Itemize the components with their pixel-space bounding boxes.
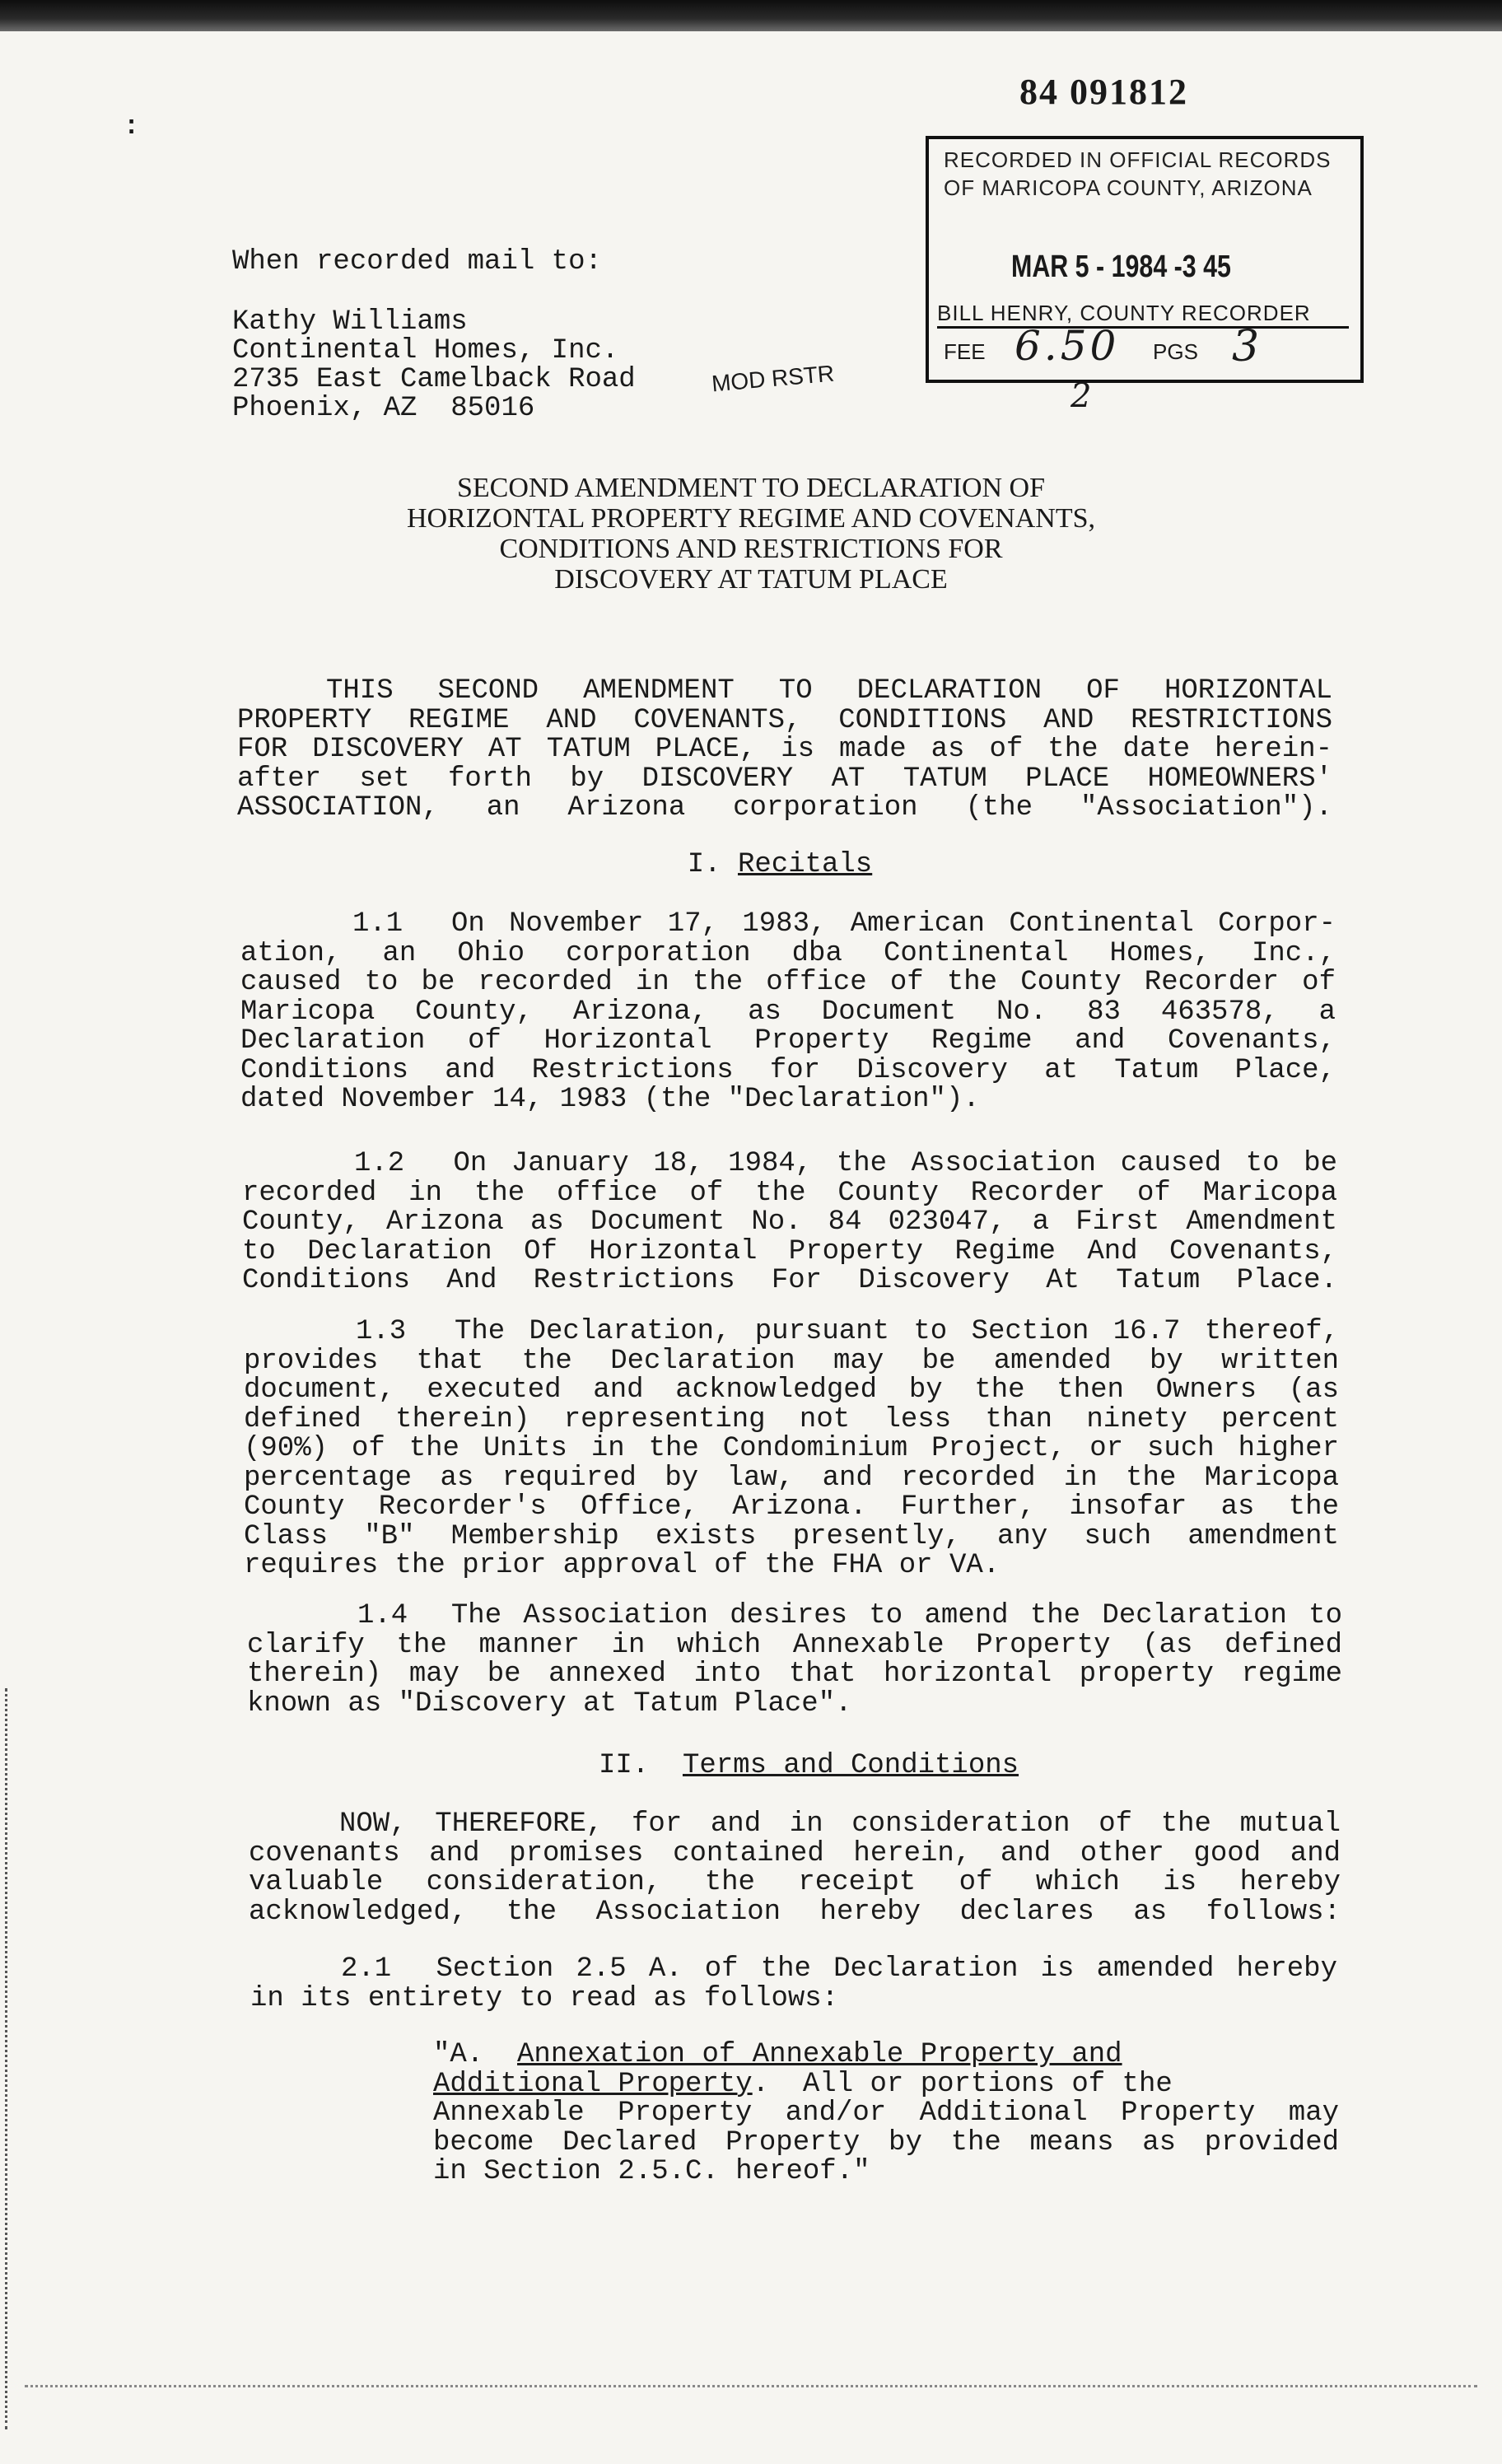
section-2-heading [0,1749,1502,1782]
quote-heading-a: Annexation of Annexable Property and [517,2039,1122,2070]
paragraph-2-1 [250,1955,1337,2014]
p2-1-line: 2.1 Section 2.5 A. of the Declaration is amended hereby [341,1953,1337,1985]
p1-2-line: 1.2 On January 18, 1984, the Association caused to be [354,1148,1337,1179]
margin-mark: : [124,111,140,142]
title-line: HORIZONTAL PROPERTY REGIME AND COVENANTS, [406,503,1096,534]
p2-intro-line: acknowledged, the Association hereby declares as follows: [249,1896,1341,1928]
stamp-fee-label: FEE [944,339,986,364]
p1-3-line: Class "B" Membership exists presently, any such amendment [244,1520,1339,1552]
paragraph-1-1 [240,910,1336,1115]
intro-line: ASSOCIATION, an Arizona corporation (the "Association"). [237,792,1332,824]
p1-3-line: requires the prior approval of the FHA or VA. [244,1550,1001,1581]
p2-1-line: in its entirety to read as follows: [250,1982,839,2014]
address-street: 2735 East Camelback Road [232,364,636,395]
p1-1-line: dated November 14, 1983 (the "Declaration"). [240,1084,980,1115]
stamp-pages-label: PGS [1153,339,1198,364]
mod-rstr-stamp: MOD RSTR [710,360,836,397]
quote-rest: . All or portions of the [752,2068,1173,2100]
p1-1-line: caused to be recorded in the office of the County Recorder of [240,967,1336,998]
paragraph-2-intro [249,1810,1341,1927]
p1-2-line: Conditions And Restrictions For Discovery At Tatum Place. [242,1265,1337,1296]
p1-1-line: Conditions and Restrictions for Discovery at Tatum Place, [240,1054,1336,1086]
p1-1-line: Declaration of Horizontal Property Regime and Covenants, [240,1025,1336,1057]
stamp-pages-count: 3 [1232,322,1260,371]
p1-1-line: Maricopa County, Arizona, as Document No. 83 463578, a [240,996,1336,1028]
p1-3-line: defined therein) representing not less than ninety percent [244,1403,1339,1435]
stamp-fee-amount: 6.50 [1015,322,1120,370]
stamp-line-1: RECORDED IN OFFICIAL RECORDS [944,147,1332,172]
paragraph-1-2 [242,1150,1337,1296]
p1-2-line: recorded in the office of the County Recorder of Maricopa [242,1177,1337,1209]
p2-intro-line: covenants and promises contained herein, and other good and [249,1837,1341,1869]
section-1-title: Recitals [737,849,873,880]
paragraph-1-4 [247,1602,1342,1719]
p1-4-line: clarify the manner in which Annexable Property (as defined [247,1629,1342,1661]
recording-stamp [926,136,1364,383]
p2-intro-line: valuable consideration, the receipt of which is hereby [249,1867,1341,1898]
title-line: DISCOVERY AT TATUM PLACE [554,564,948,595]
p1-4-line: therein) may be annexed into that horizontal property regime [247,1659,1342,1690]
address-company: Continental Homes, Inc. [232,335,619,366]
p1-1-line: 1.1 On November 17, 1983, American Continental Corpor- [352,908,1336,940]
quoted-amendment [433,2041,1339,2187]
mail-to-label [232,245,602,278]
quote-line: in Section 2.5.C. hereof." [433,2156,870,2187]
p1-4-line: known as "Discovery at Tatum Place". [247,1687,852,1720]
stamp-date: MAR 5 - 1984 -3 45 [1011,250,1231,284]
quote-heading-b: Additional Property [433,2068,753,2100]
stamp-recorder: BILL HENRY, COUNTY RECORDER [937,301,1349,329]
stamp-line-2: OF MARICOPA COUNTY, ARIZONA [944,175,1313,200]
scan-bottom-edge [25,2385,1477,2391]
p1-2-line: to Declaration Of Horizontal Property Regime And Covenants, [242,1235,1337,1267]
address-name: Kathy Williams [232,306,468,338]
quote-open: "A. [433,2039,518,2070]
section-1-number: I. [687,849,721,880]
section-2-number: II. [598,1750,650,1781]
p1-3-line: provides that the Declaration may be amended by written [244,1345,1339,1377]
p1-4-line: 1.4 The Association desires to amend the Declaration to [357,1600,1342,1631]
p1-1-line: ation, an Ohio corporation dba Continental Homes, Inc., [240,937,1336,969]
address-city: Phoenix, AZ 85016 [232,393,535,424]
p1-3-line: (90%) of the Units in the Condominium Project, or such higher [244,1433,1339,1464]
document-title [0,473,1502,595]
p1-3-line: document, executed and acknowledged by the then Owners (as [244,1374,1339,1406]
quote-line-2 [433,2070,1339,2100]
quote-line: become Declared Property by the means as provided [433,2126,1339,2158]
p1-3-line: County Recorder's Office, Arizona. Further, insofar as the [244,1491,1339,1523]
intro-line: THIS SECOND AMENDMENT TO DECLARATION OF HORIZONTAL [326,675,1332,707]
quote-line: Annexable Property and/or Additional Property may [433,2098,1339,2129]
mail-to-label-text: When recorded mail to: [232,246,602,278]
title-line: SECOND AMENDMENT TO DECLARATION OF [456,473,1046,503]
handwritten-mark: 2 [1071,377,1092,415]
scan-edge-marks [5,1688,19,2429]
paragraph-1-3 [244,1318,1339,1581]
quote-line-1 [433,2041,1339,2070]
intro-line: PROPERTY REGIME AND COVENANTS, CONDITIONS AND RESTRICTIONS [237,704,1332,736]
mailing-address [232,308,636,423]
intro-paragraph [237,677,1332,824]
title-line: CONDITIONS AND RESTRICTIONS FOR [499,534,1003,564]
section-2-title: Terms and Conditions [682,1750,1019,1781]
p2-intro-line: NOW, THEREFORE, for and in consideration of the mutual [339,1808,1341,1840]
p1-3-line: 1.3 The Declaration, pursuant to Section 16.7 thereof, [356,1316,1339,1347]
p1-2-line: County, Arizona as Document No. 84 023047, a First Amendment [242,1206,1337,1238]
document-number: 84 091812 [1019,72,1188,112]
intro-line: FOR DISCOVERY AT TATUM PLACE, is made as of the date herein- [237,734,1332,765]
p1-3-line: percentage as required by law, and recorded in the Maricopa [244,1462,1339,1494]
intro-line: after set forth by DISCOVERY AT TATUM PLACE HOMEOWNERS' [237,763,1332,795]
scan-top-edge [0,0,1502,31]
section-1-heading [0,848,1502,881]
